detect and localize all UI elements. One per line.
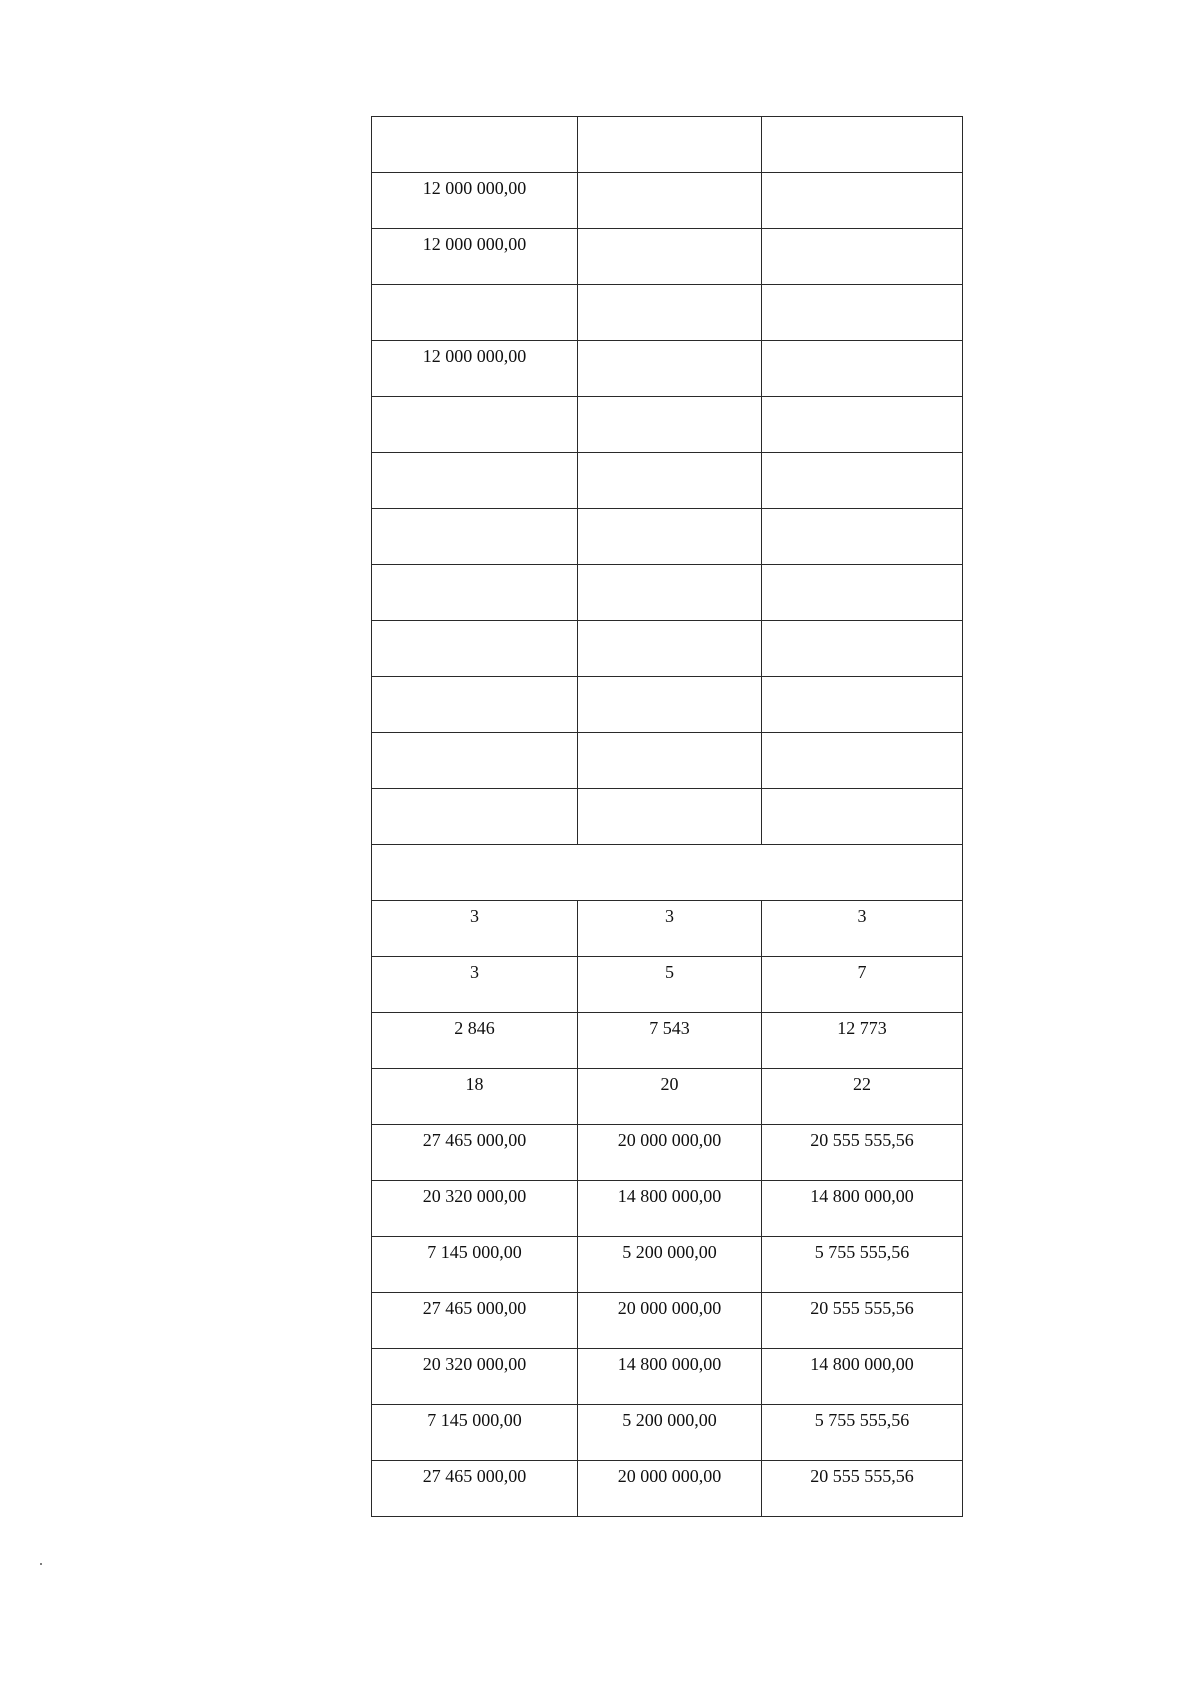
table-cell	[578, 677, 762, 733]
table-cell: 5 200 000,00	[578, 1405, 762, 1461]
table-row	[372, 397, 963, 453]
table-cell	[372, 621, 578, 677]
table-row	[372, 957, 963, 1013]
table-cell: 7	[762, 957, 963, 1013]
table-row	[372, 1069, 963, 1125]
table-cell	[372, 565, 578, 621]
table-cell	[372, 117, 578, 173]
table-row	[372, 677, 963, 733]
table-cell	[372, 509, 578, 565]
table-row	[372, 509, 963, 565]
table-row	[372, 1405, 963, 1461]
merged-table-cell	[372, 845, 963, 901]
table-cell: 3	[762, 901, 963, 957]
table-row	[372, 1181, 963, 1237]
table-cell: 20 320 000,00	[372, 1181, 578, 1237]
table-cell: 7 145 000,00	[372, 1405, 578, 1461]
table-cell: 20 000 000,00	[578, 1293, 762, 1349]
table-cell: 14 800 000,00	[578, 1349, 762, 1405]
table-cell: 20 555 555,56	[762, 1125, 963, 1181]
table-cell: 27 465 000,00	[372, 1125, 578, 1181]
table-cell: 18	[372, 1069, 578, 1125]
table-cell: 20 000 000,00	[578, 1125, 762, 1181]
table-cell	[372, 677, 578, 733]
table-cell	[372, 285, 578, 341]
table-cell: 5 755 555,56	[762, 1405, 963, 1461]
table-row	[372, 733, 963, 789]
table-cell	[578, 453, 762, 509]
table-cell	[372, 453, 578, 509]
table-row	[372, 1125, 963, 1181]
table-cell	[578, 341, 762, 397]
table-cell: 3	[578, 901, 762, 957]
table-cell	[762, 621, 963, 677]
table-cell	[578, 117, 762, 173]
table-row	[372, 1349, 963, 1405]
table-cell: 20	[578, 1069, 762, 1125]
table-row	[372, 789, 963, 845]
table-cell	[578, 229, 762, 285]
table-cell: 7 145 000,00	[372, 1237, 578, 1293]
table-cell	[578, 621, 762, 677]
table-cell: 27 465 000,00	[372, 1293, 578, 1349]
table-cell: 7 543	[578, 1013, 762, 1069]
table-cell: 5 755 555,56	[762, 1237, 963, 1293]
table-cell: 14 800 000,00	[578, 1181, 762, 1237]
table-cell	[578, 565, 762, 621]
table-cell: 12 773	[762, 1013, 963, 1069]
table-cell	[762, 341, 963, 397]
table-cell: 20 000 000,00	[578, 1461, 762, 1517]
table-cell	[762, 117, 963, 173]
table-cell: 20 555 555,56	[762, 1461, 963, 1517]
table-row	[372, 1237, 963, 1293]
table-cell	[762, 789, 963, 845]
table-cell: 12 000 000,00	[372, 173, 578, 229]
table-cell	[578, 173, 762, 229]
table-cell	[372, 789, 578, 845]
table-row	[372, 229, 963, 285]
table-row	[372, 1293, 963, 1349]
table-cell: 2 846	[372, 1013, 578, 1069]
data-table	[371, 116, 963, 1517]
table-cell: 3	[372, 957, 578, 1013]
table-cell: 12 000 000,00	[372, 229, 578, 285]
table-cell: 3	[372, 901, 578, 957]
table-cell	[762, 677, 963, 733]
table-cell	[372, 733, 578, 789]
table-row	[372, 117, 963, 173]
table-cell	[762, 173, 963, 229]
table-row	[372, 1013, 963, 1069]
table-cell	[578, 733, 762, 789]
table-cell	[762, 229, 963, 285]
table-row	[372, 621, 963, 677]
table-body	[372, 117, 963, 1517]
table-cell	[578, 789, 762, 845]
table-row	[372, 453, 963, 509]
table-cell: 12 000 000,00	[372, 341, 578, 397]
table-cell	[578, 285, 762, 341]
table-row	[372, 285, 963, 341]
table-row	[372, 901, 963, 957]
table-cell: 5 200 000,00	[578, 1237, 762, 1293]
table-cell: 20 320 000,00	[372, 1349, 578, 1405]
table-cell: 14 800 000,00	[762, 1181, 963, 1237]
scan-speck	[40, 1563, 42, 1565]
table-cell: 5	[578, 957, 762, 1013]
table-cell	[762, 285, 963, 341]
table-cell	[762, 453, 963, 509]
table-row	[372, 1461, 963, 1517]
table-cell	[762, 733, 963, 789]
table-row	[372, 173, 963, 229]
table-cell	[372, 397, 578, 453]
table-cell	[762, 397, 963, 453]
table-cell	[762, 509, 963, 565]
table-cell	[578, 397, 762, 453]
table-cell: 20 555 555,56	[762, 1293, 963, 1349]
table-cell: 14 800 000,00	[762, 1349, 963, 1405]
table-cell	[578, 509, 762, 565]
table-cell: 22	[762, 1069, 963, 1125]
table-row	[372, 565, 963, 621]
table-row	[372, 341, 963, 397]
table-row-merged	[372, 845, 963, 901]
table-cell: 27 465 000,00	[372, 1461, 578, 1517]
table-cell	[762, 565, 963, 621]
